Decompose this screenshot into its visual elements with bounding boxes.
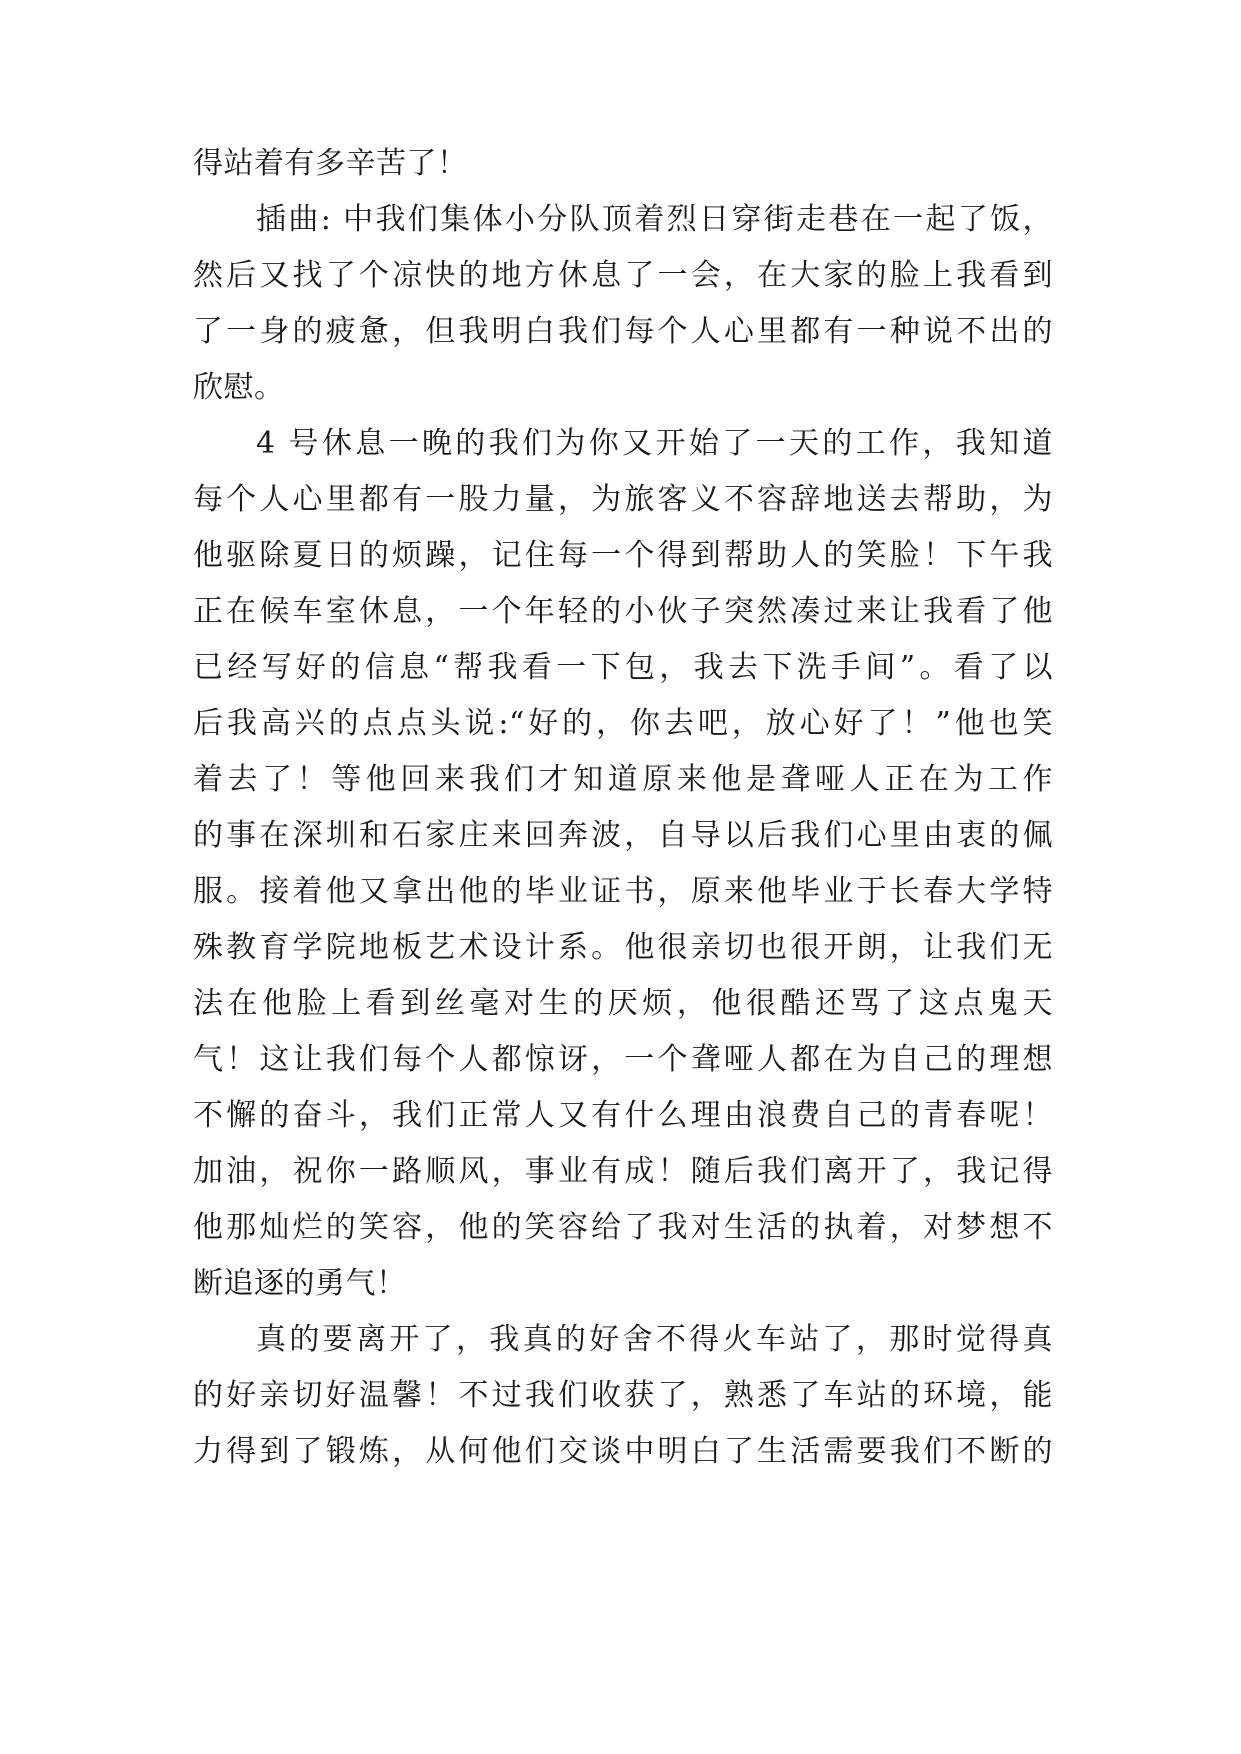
text-line: 他那灿烂的笑容，他的笑容给了我对生活的执着，对梦想不 — [193, 1210, 1053, 1245]
text-line: 后我高兴的点点头说:“好的，你去吧，放心好了！”他也笑 — [193, 706, 1053, 741]
text-line: 气！这让我们每个人都惊讶，一个聋哑人都在为自己的理想 — [193, 1042, 1053, 1077]
text-line: 殊教育学院地板艺术设计系。他很亲切也很开朗，让我们无 — [193, 930, 1053, 965]
text-line: 每个人心里都有一股力量，为旅客义不容辞地送去帮助，为 — [193, 482, 1053, 517]
text-line: 插曲: 中我们集体小分队顶着烈日穿街走巷在一起了饭， — [256, 202, 1053, 237]
text-line: 真的要离开了，我真的好舍不得火车站了，那时觉得真 — [256, 1322, 1053, 1357]
text-line: 着去了！等他回来我们才知道原来他是聋哑人正在为工作 — [193, 762, 1053, 797]
text-line: 他驱除夏日的烦躁，记住每一个得到帮助人的笑脸！下午我 — [193, 538, 1053, 573]
text-line: 服。接着他又拿出他的毕业证书，原来他毕业于长春大学特 — [193, 874, 1053, 909]
text-line: 断追逐的勇气！ — [193, 1266, 407, 1301]
text-line: 4 号休息一晚的我们为你又开始了一天的工作，我知道 — [256, 426, 1053, 461]
text-line: 加油，祝你一路顺风，事业有成！随后我们离开了，我记得 — [193, 1154, 1053, 1189]
text-line: 不懈的奋斗，我们正常人又有什么理由浪费自己的青春呢！ — [193, 1098, 1053, 1133]
text-line: 正在候车室休息，一个年轻的小伙子突然凑过来让我看了他 — [193, 594, 1053, 629]
text-line: 了一身的疲惫，但我明白我们每个人心里都有一种说不出的 — [193, 314, 1053, 349]
text-line: 力得到了锻炼，从何他们交谈中明白了生活需要我们不断的 — [193, 1434, 1053, 1469]
text-line: 得站着有多辛苦了！ — [193, 146, 468, 181]
text-line: 的事在深圳和石家庄来回奔波，自导以后我们心里由衷的佩 — [193, 818, 1053, 853]
text-line: 法在他脸上看到丝毫对生的厌烦，他很酷还骂了这点鬼天 — [193, 986, 1053, 1021]
text-line: 欣慰。 — [193, 370, 285, 405]
text-line: 的好亲切好温馨！不过我们收获了，熟悉了车站的环境，能 — [193, 1378, 1053, 1413]
text-line: 然后又找了个凉快的地方休息了一会，在大家的脸上我看到 — [193, 258, 1053, 293]
text-line: 已经写好的信息“帮我看一下包，我去下洗手间”。看了以 — [193, 650, 1053, 685]
